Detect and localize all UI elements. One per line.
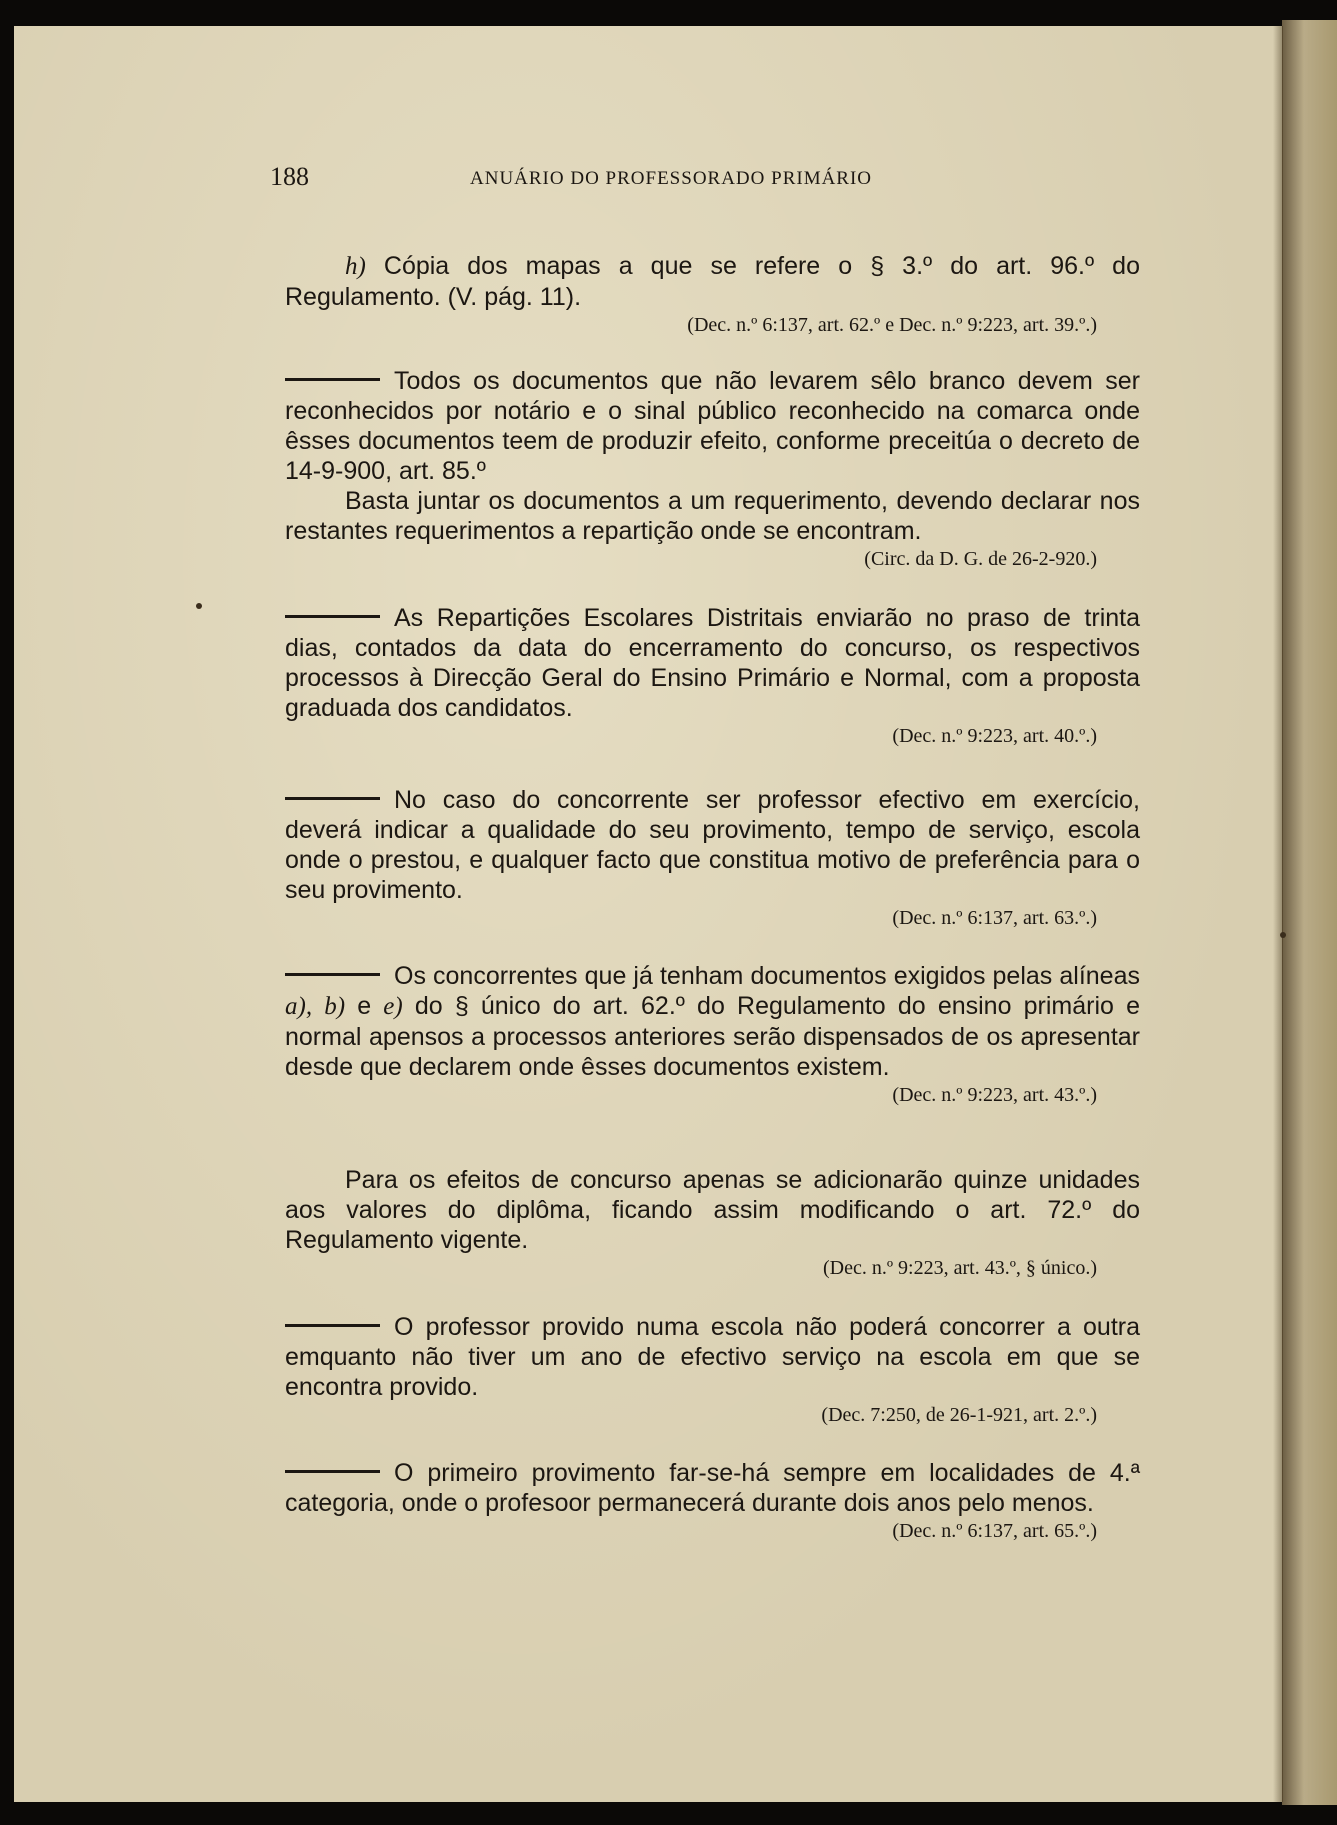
section-effective-teacher xyxy=(285,785,1140,931)
ink-spot xyxy=(196,603,202,609)
item-label: h) xyxy=(345,253,366,280)
section-text: O professor provido numa escola não poderá concorrer a outra emquanto não tiver um ano de efectivo serviço na escola em que se encontra provido. xyxy=(285,1313,1140,1401)
citation: (Dec. n.º 6:137, art. 62.º e Dec. n.º 9:223, art. 39.º.) xyxy=(687,314,1097,336)
section-dash xyxy=(285,1324,380,1327)
citation: (Dec. n.º 6:137, art. 63.º.) xyxy=(892,907,1097,929)
ink-spot xyxy=(1280,932,1286,938)
adjacent-page-edge xyxy=(1282,20,1337,1805)
section-first-provision xyxy=(285,1458,1140,1544)
citation: (Dec. n.º 9:223, art. 43.º, § único.) xyxy=(822,1257,1097,1279)
section-dash xyxy=(285,378,380,381)
citation: (Dec. 7:250, de 26-1-921, art. 2.º.) xyxy=(821,1404,1097,1426)
section-text: No caso do concorrente ser professor efectivo em exercício, deverá indicar a qualidade do seu provimento, tempo de serviço, escola onde o prestou, e qualquer facto que constitua motivo de preferência para o seu provimento. xyxy=(285,786,1140,904)
section-text: h) Cópia dos mapas a que se refere o § 3.º do art. 96.º do Regulamento. (V. pág. 11). xyxy=(285,252,1140,311)
citation: (Circ. da D. G. de 26-2-920.) xyxy=(864,548,1097,570)
section-documents-recognition xyxy=(285,366,1140,572)
section-dash xyxy=(285,973,380,976)
section-text: Os concorrentes que já tenham documentos exigidos pelas alíneas a), b) e e) do § único do art. 62.º do Regulamento do ensino primário e normal apensos a processos anteriores serão dispensados de os apresentar desde que declarem onde êsses documentos existem. xyxy=(285,962,1140,1081)
page-fold-shadow xyxy=(1273,26,1283,1802)
running-title: ANUÁRIO DO PROFESSORADO PRIMÁRIO xyxy=(470,168,873,189)
section-text: Para os efeitos de concurso apenas se adicionarão quinze unidades aos valores do diplôma, ficando assim modificando o art. 72.º do Regulamento vigente. xyxy=(285,1166,1140,1254)
section-h xyxy=(285,251,1140,338)
section-dash xyxy=(285,615,380,618)
section-dash xyxy=(285,1470,380,1473)
section-competition-units xyxy=(285,1165,1140,1281)
section-text: O primeiro provimento far-se-há sempre em localidades de 4.ª categoria, onde o profesoor permanecerá durante dois anos pelo menos. xyxy=(285,1459,1140,1517)
citation: (Dec. n.º 9:223, art. 43.º.) xyxy=(892,1084,1097,1106)
section-text-continuation: Basta juntar os documentos a um requerimento, devendo declarar nos restantes requerimentos a repartição onde se encontram. xyxy=(285,487,1140,545)
citation: (Dec. n.º 6:137, art. 65.º.) xyxy=(892,1520,1097,1542)
section-dash xyxy=(285,797,380,800)
section-existing-documents xyxy=(285,961,1140,1108)
section-text: Todos os documentos que não levarem sêlo branco devem ser reconhecidos por notário e o sinal público reconhecido na comarca onde êsses documentos teem de produzir efeito, conforme preceitúa o decreto de 14-9-900, art. 85.º xyxy=(285,367,1140,485)
section-text: As Repartições Escolares Distritais enviarão no praso de trinta dias, contados da data do encerramento do concurso, os respectivos processos à Direcção Geral do Ensino Primário e Normal, com a proposta graduada dos candidatos. xyxy=(285,604,1140,722)
page-number: 188 xyxy=(270,162,309,191)
section-provided-teacher xyxy=(285,1312,1140,1428)
section-district-offices xyxy=(285,603,1140,749)
citation: (Dec. n.º 9:223, art. 40.º.) xyxy=(892,725,1097,747)
